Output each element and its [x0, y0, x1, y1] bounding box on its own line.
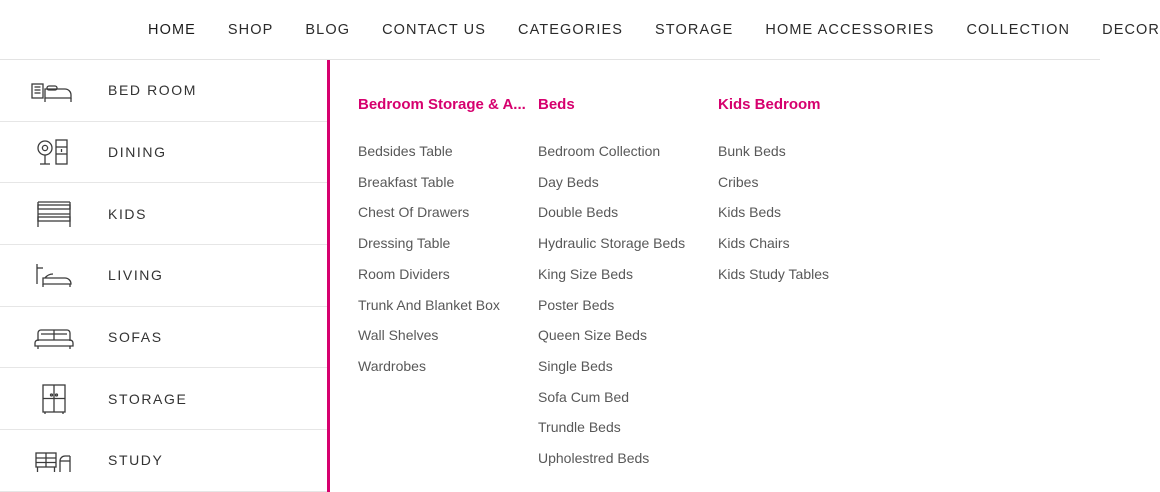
mega-menu-column: [718, 96, 898, 492]
mega-menu-link[interactable]: Dressing Table: [358, 235, 451, 252]
mega-menu-link[interactable]: Sofa Cum Bed: [538, 388, 630, 405]
mega-menu-link[interactable]: Room Dividers: [358, 265, 450, 282]
category-item-bed-room[interactable]: [0, 60, 327, 122]
nav-item-decor[interactable]: DECOR: [1102, 21, 1160, 38]
mega-menu-columns: [330, 60, 1100, 492]
nav-item-contact-us[interactable]: CONTACT US: [382, 21, 487, 38]
nav-item-storage[interactable]: STORAGE: [655, 21, 734, 38]
bunk-bed-icon: [0, 199, 108, 229]
category-item-label: STORAGE: [108, 390, 188, 407]
mega-menu-link[interactable]: Trunk And Blanket Box: [358, 296, 500, 313]
mega-menu-link[interactable]: Trundle Beds: [538, 419, 621, 436]
mega-menu-link[interactable]: Double Beds: [538, 204, 619, 221]
mega-menu-link[interactable]: Bedroom Collection: [538, 143, 661, 159]
mega-menu-link[interactable]: Cribes: [718, 173, 759, 190]
nav-item-blog[interactable]: BLOG: [305, 21, 351, 38]
category-item-label: STUDY: [108, 452, 164, 469]
nav-item-home-accessories[interactable]: HOME ACCESSORIES: [765, 21, 935, 38]
category-item-kids[interactable]: [0, 183, 327, 245]
category-item-label: DINING: [108, 144, 167, 161]
bed-icon: [0, 76, 108, 104]
mega-menu-link[interactable]: Single Beds: [538, 357, 613, 374]
cabinet-icon: [0, 383, 108, 415]
mega-menu-link[interactable]: Poster Beds: [538, 296, 615, 313]
mega-menu-link[interactable]: Breakfast Table: [358, 173, 455, 190]
mega-menu-panel: [0, 60, 1100, 492]
mega-menu-column: [358, 96, 538, 492]
nav-item-home[interactable]: HOME: [148, 0, 196, 60]
living-chaise-icon: [0, 260, 108, 290]
sofa-icon: [0, 323, 108, 351]
category-item-label: KIDS: [108, 205, 148, 222]
mega-menu-link[interactable]: Kids Beds: [718, 204, 782, 221]
category-item-dining[interactable]: [0, 122, 327, 184]
mega-menu-link[interactable]: Hydraulic Storage Beds: [538, 235, 686, 252]
category-item-label: BED ROOM: [108, 82, 198, 99]
dining-icon: [0, 137, 108, 167]
main-navigation: [0, 0, 1160, 60]
nav-item-categories[interactable]: CATEGORIES: [518, 21, 624, 38]
mega-menu-link[interactable]: Wall Shelves: [358, 327, 439, 344]
mega-menu-link[interactable]: Wardrobes: [358, 357, 426, 374]
category-item-living[interactable]: [0, 245, 327, 307]
category-item-label: LIVING: [108, 267, 164, 284]
mega-menu-link[interactable]: Kids Study Tables: [718, 265, 830, 282]
study-desk-icon: [0, 445, 108, 475]
mega-menu-column-title[interactable]: Kids Bedroom: [718, 96, 821, 113]
mega-menu-column-title[interactable]: Beds: [538, 96, 575, 113]
mega-menu-link[interactable]: King Size Beds: [538, 265, 633, 282]
mega-menu-link[interactable]: Bunk Beds: [718, 143, 786, 159]
category-item-sofas[interactable]: [0, 307, 327, 369]
mega-menu-link[interactable]: Day Beds: [538, 173, 599, 190]
mega-menu-link[interactable]: Kids Chairs: [718, 235, 790, 252]
category-item-study[interactable]: [0, 430, 327, 492]
mega-menu-link[interactable]: Upholestred Beds: [538, 450, 650, 467]
mega-menu-link[interactable]: Chest Of Drawers: [358, 204, 470, 221]
nav-item-shop[interactable]: SHOP: [227, 21, 274, 38]
category-item-storage[interactable]: [0, 368, 327, 430]
mega-menu-column: [538, 96, 718, 492]
mega-menu-link[interactable]: Bedsides Table: [358, 143, 453, 159]
nav-item-collection[interactable]: COLLECTION: [966, 21, 1071, 38]
category-item-label: SOFAS: [108, 329, 163, 346]
category-sidebar: [0, 60, 330, 492]
mega-menu-link[interactable]: Queen Size Beds: [538, 327, 647, 344]
mega-menu-column-title[interactable]: Bedroom Storage & A...: [358, 96, 526, 113]
